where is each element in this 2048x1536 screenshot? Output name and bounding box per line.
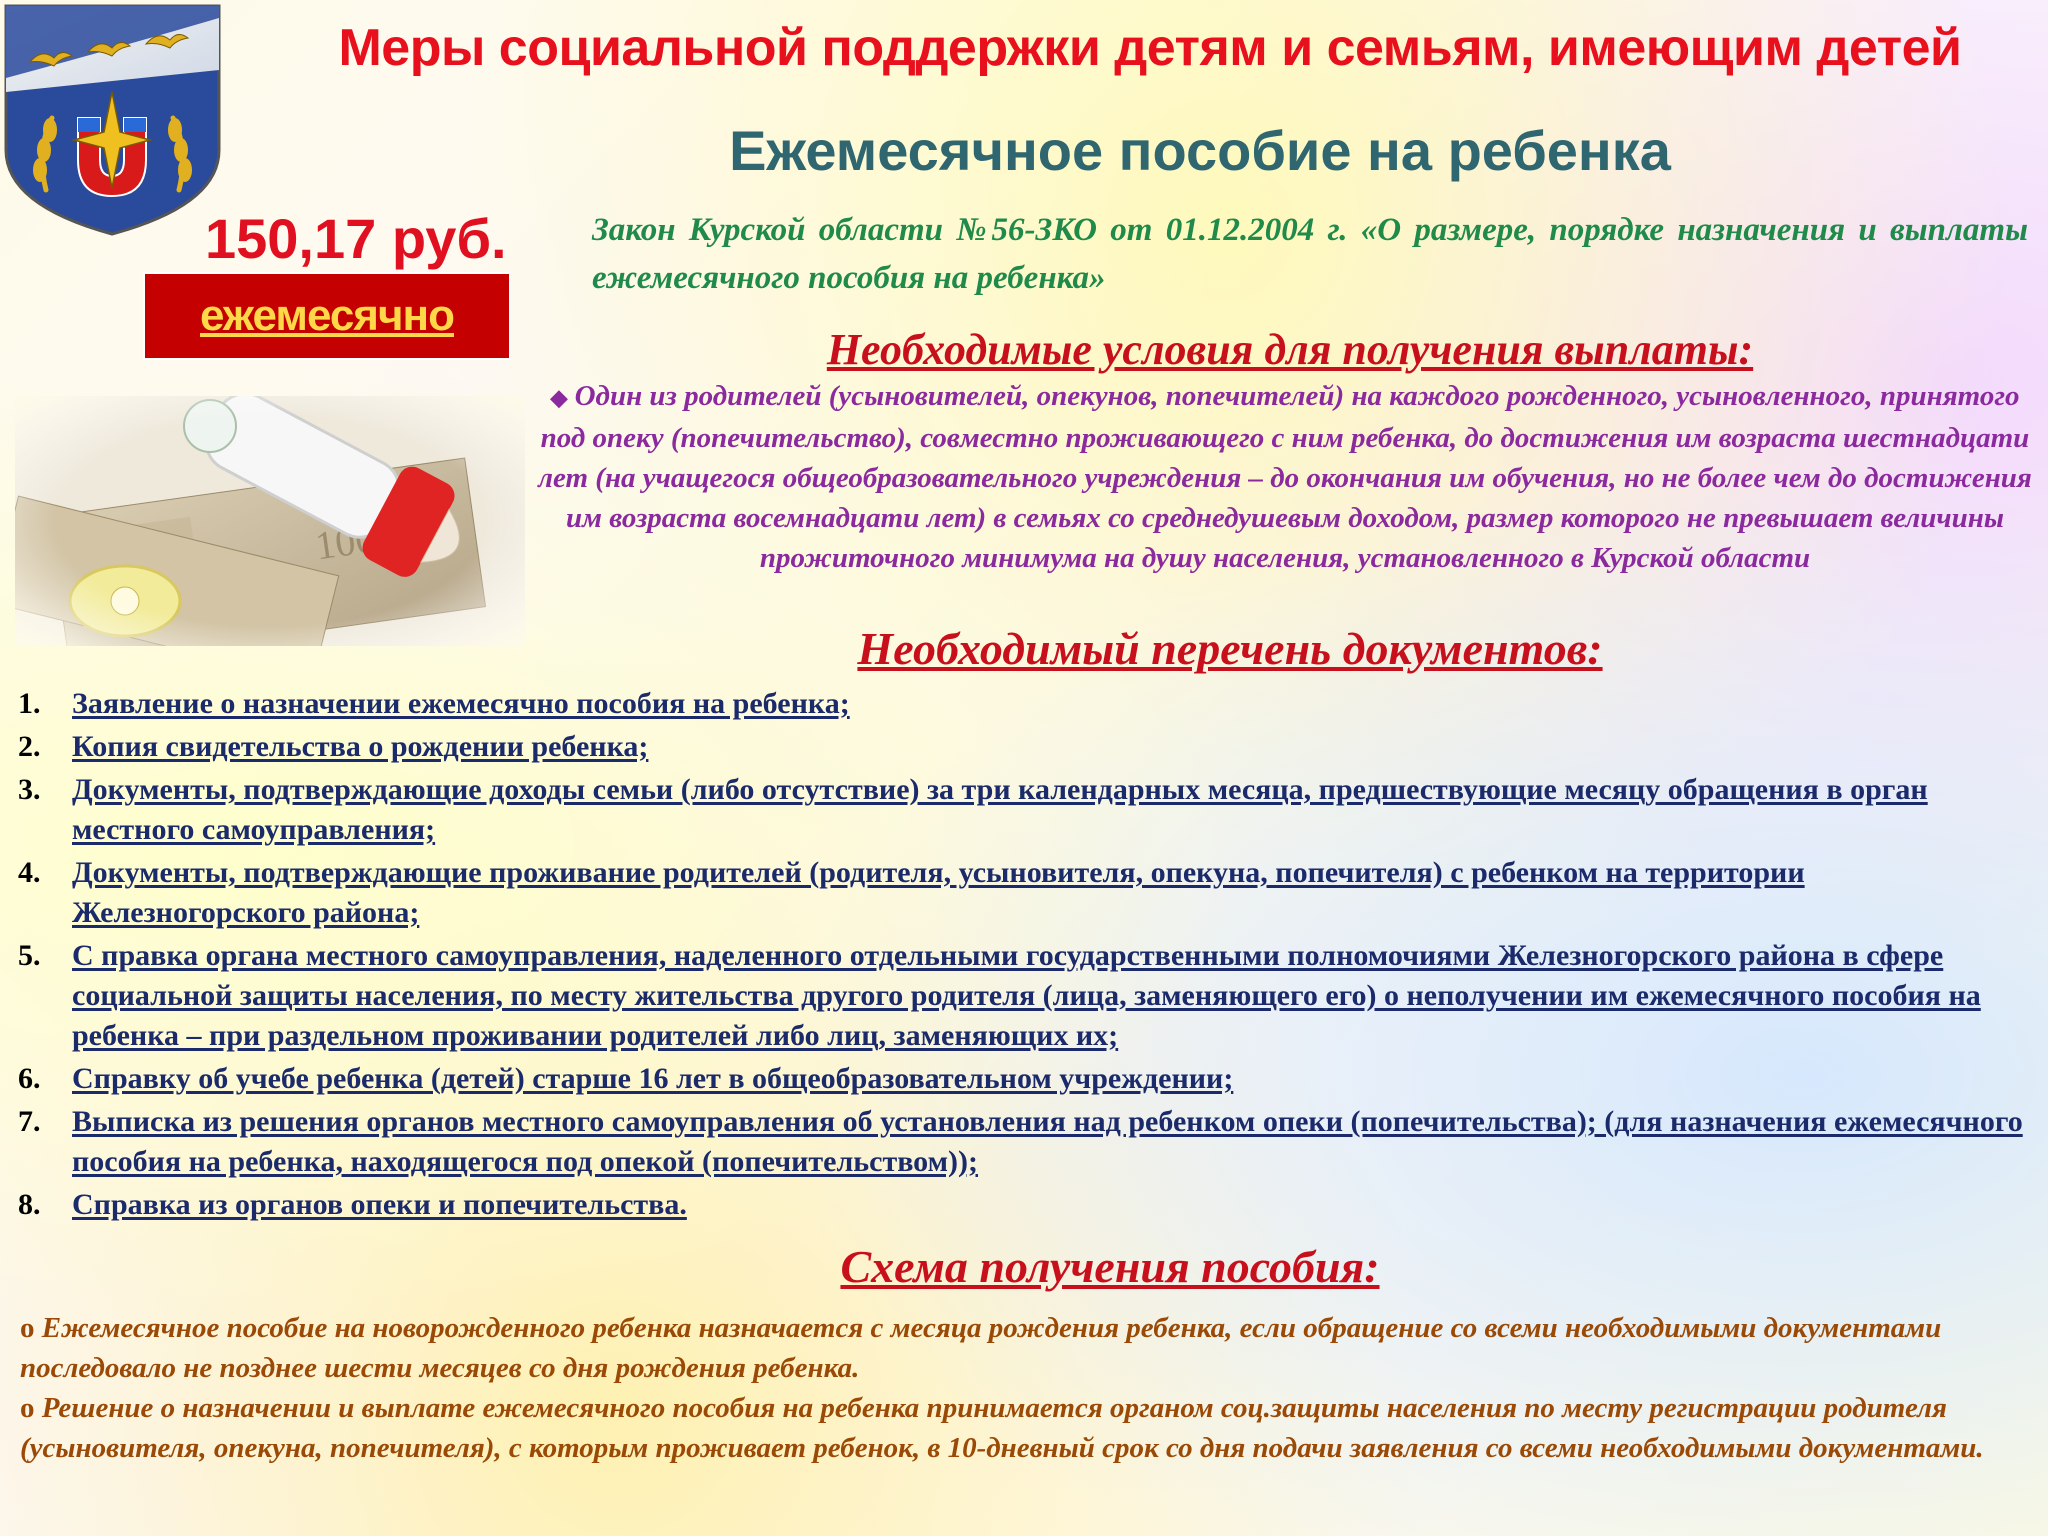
page-title: Меры социальной поддержки детям и семьям, имеющим детей <box>338 19 1962 77</box>
list-item: 6. Справку об учебе ребенка (детей) старше 16 лет в общеобразовательном учреждении; <box>18 1059 2028 1099</box>
scheme-paragraph: o Ежемесячное пособие на новорожденного ребенка назначается с месяца рождения ребенка, если обращение со всеми необходимыми документами последовало не позднее шести месяцев со дня рождения ребенка. <box>20 1312 1942 1384</box>
conditions-body: Один из родителей (усыновителей, опекунов, попечителей) на каждого рожденного, усыновленного, принятого под опеку (попечительство), совместно проживающего с ним ребенка, до достижения им возраста шестнадцати лет (на учащегося общеобразовательного учреждения – до окончания им обучения, но не более чем до достижения им возраста восемнадцати лет) в семьях со среднедушевым доходом, размер которого не превышает величины прожиточного минимума на душу населения, установленного в Курской области <box>538 380 2032 574</box>
list-item: 7. Выписка из решения органов местного самоуправления об установления над ребенком опеки (попечительства); (для назначения ежемесячного пособия на ребенка, находящегося под опекой (попечительством)); <box>18 1102 2028 1182</box>
document-link[interactable]: С правка органа местного самоуправления, наделенного отдельными государственными полномочиями Железногорского района в сфере социальной защиты населения, по месту жительства другого родителя (лица, заменяющего его) о неполучении им ежемесячного пособия на ребенка – при раздельном проживании родителей либо лиц, заменяющих их; <box>72 939 1981 1052</box>
benefit-amount: 150,17 руб. <box>205 207 507 270</box>
circle-bullet-icon: o <box>20 1312 35 1344</box>
scheme-text <box>20 1308 2030 1468</box>
document-link[interactable]: Заявление о назначении ежемесячно пособия на ребенка; <box>72 687 850 720</box>
document-link[interactable]: Справка из органов опеки и попечительства. <box>72 1188 687 1221</box>
diamond-bullet-icon: ◆ <box>550 385 568 410</box>
list-item: 4. Документы, подтверждающие проживание родителей (родителя, усыновителя, опекуна, попечителя) с ребенком на территории Железногорского района; <box>18 853 2028 933</box>
circle-bullet-icon: o <box>20 1392 35 1424</box>
coat-of-arms-icon <box>0 0 225 238</box>
baby-bottle-money-photo <box>15 396 525 646</box>
document-link[interactable]: Документы, подтверждающие доходы семьи (либо отсутствие) за три календарных месяца, предшествующие месяцу обращения в орган местного самоуправления; <box>72 773 1928 846</box>
frequency-label: ежемесячно <box>200 291 454 340</box>
list-item: 8. Справка из органов опеки и попечительства. <box>18 1185 2028 1225</box>
list-item: 1. Заявление о назначении ежемесячно пособия на ребенка; <box>18 684 2028 724</box>
document-link[interactable]: Документы, подтверждающие проживание родителей (родителя, усыновителя, опекуна, попечителя) с ребенком на территории Железногорского района; <box>72 856 1805 929</box>
law-reference: Закон Курской области №56-ЗКО от 01.12.2004 г. «О размере, порядке назначения и выплаты ежемесячного пособия на ребенка» <box>592 212 2028 296</box>
scheme-heading: Схема получения пособия: <box>840 1241 1380 1292</box>
conditions-text <box>535 376 2035 578</box>
list-item: 2. Копия свидетельства о рождении ребенка; <box>18 727 2028 767</box>
frequency-badge <box>143 272 511 360</box>
document-link[interactable]: Выписка из решения органов местного самоуправления об установления над ребенком опеки (попечительства); (для назначения ежемесячного пособия на ребенка, находящегося под опекой (попечительством)); <box>72 1105 2023 1178</box>
documents-heading: Необходимый перечень документов: <box>857 623 1603 674</box>
list-item: 3. Документы, подтверждающие доходы семьи (либо отсутствие) за три календарных месяца, предшествующие месяцу обращения в орган местного самоуправления; <box>18 770 2028 850</box>
page-subtitle: Ежемесячное пособие на ребенка <box>729 119 1671 182</box>
document-link[interactable]: Копия свидетельства о рождении ребенка; <box>72 730 649 763</box>
document-link[interactable]: Справку об учебе ребенка (детей) старше 16 лет в общеобразовательном учреждении; <box>72 1062 1234 1095</box>
documents-list <box>18 684 2028 1228</box>
list-item: 5. С правка органа местного самоуправления, наделенного отдельными государственными полномочиями Железногорского района в сфере социальной защиты населения, по месту жительства другого родителя (лица, заменяющего его) о неполучении им ежемесячного пособия на ребенка – при раздельном проживании родителей либо лиц, заменяющих их; <box>18 936 2028 1056</box>
scheme-paragraph: o Решение о назначении и выплате ежемесячного пособия на ребенка принимается органом соц.защиты населения по месту регистрации родителя (усыновителя, опекуна, попечителя), с которым проживает ребенок, в 10-дневный срок со дня подачи заявления со всеми необходимыми документами. <box>20 1392 1984 1464</box>
conditions-heading: Необходимые условия для получения выплаты: <box>826 325 1754 374</box>
